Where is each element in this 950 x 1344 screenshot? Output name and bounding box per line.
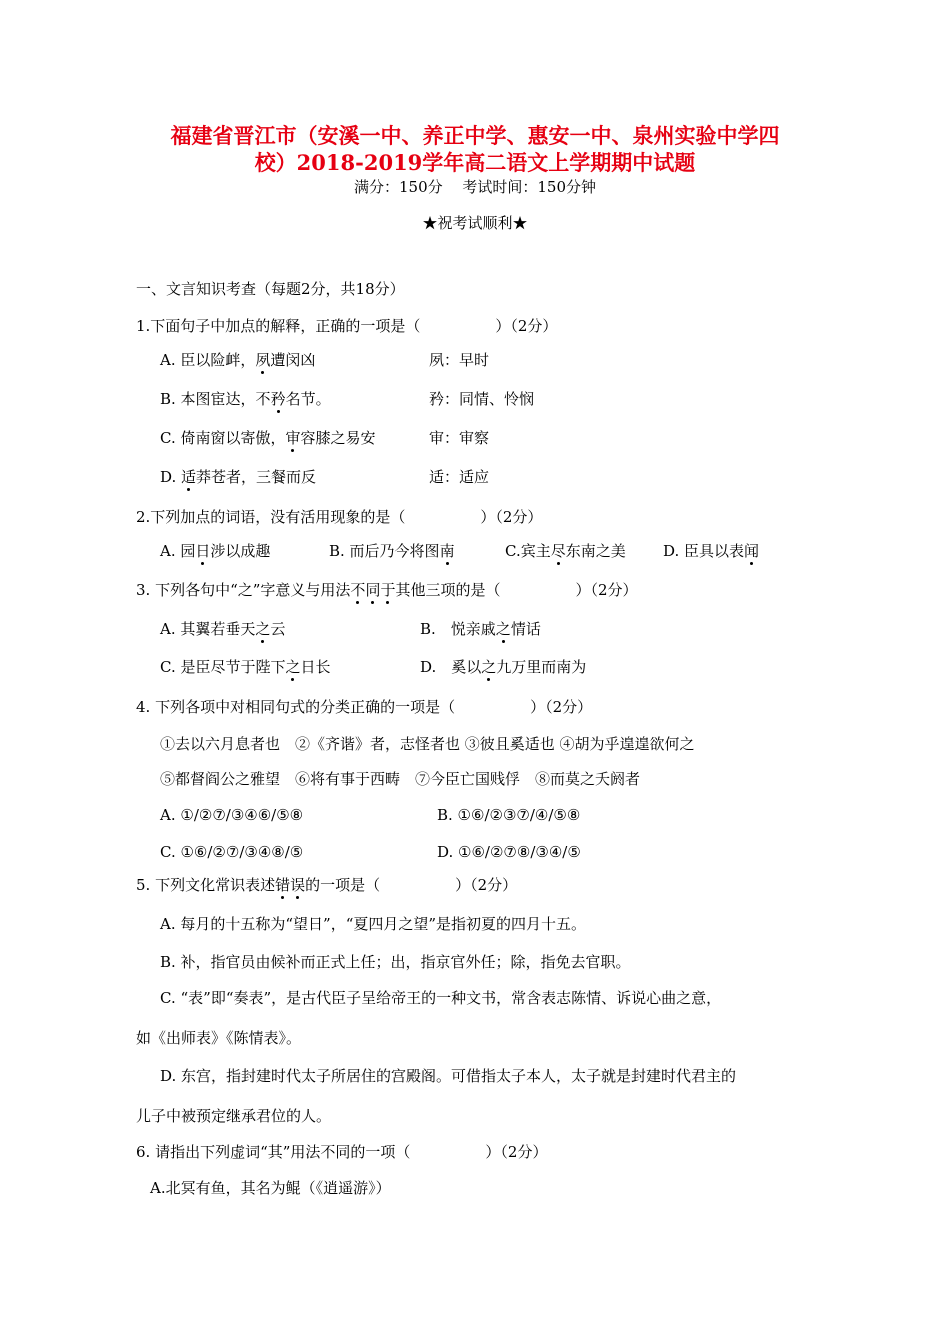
exam-info: 满分：150分 考试时间：150分钟 bbox=[353, 178, 597, 196]
q1-c-gloss: 审：审察 bbox=[429, 429, 490, 447]
question-2-stem: 2.下列加点的词语，没有活用现象的是（ ）（2分） bbox=[136, 508, 543, 526]
q2-a-text-end: 涉以成趣 bbox=[210, 542, 271, 560]
dotted-char: 之 bbox=[495, 620, 511, 638]
q3-c-text-end: 日长 bbox=[300, 658, 331, 676]
q3-stem-text-end: 其他三项的是（ ）（2分） bbox=[395, 581, 638, 599]
q1-d-text-end: 莽苍者，三餐而反 bbox=[196, 468, 317, 486]
q5-stem-text-end: 的一项是（ ）（2分） bbox=[305, 876, 518, 894]
q1-d-text: D. bbox=[160, 468, 182, 486]
q1-c-text: C. 倚南窗以寄傲， bbox=[160, 429, 286, 447]
q5-stem-text: 5. 下列文化常识表述 bbox=[136, 876, 276, 894]
dotted-char: 夙 bbox=[255, 351, 271, 369]
q4-option-d: D. ①⑥/②⑦⑧/③④/⑤ bbox=[437, 843, 581, 861]
q4-option-a: A. ①/②⑦/③④⑥/⑤⑧ bbox=[160, 806, 304, 824]
section-heading: 一、文言知识考查（每题2分，共18分） bbox=[136, 280, 405, 298]
q2-option-d bbox=[663, 541, 759, 561]
q5-option-c-line-2: 如《出师表》《陈情表》。 bbox=[136, 1029, 302, 1047]
q4-items-line-1: ①去以六月息者也 ②《齐谐》者，志怪者也 ③彼且奚适也 ④胡为乎遑遑欲何之 bbox=[160, 735, 695, 753]
q2-a-text: A. 园 bbox=[160, 542, 196, 560]
q1-b-text-end: 名节。 bbox=[285, 390, 331, 408]
question-4-stem: 4. 下列各项中对相同句式的分类正确的一项是（ ）（2分） bbox=[136, 698, 593, 716]
dotted-char: 南 bbox=[439, 542, 455, 560]
title-line-1: 福建省晋江市（安溪一中、养正中学、惠安一中、泉州实验中学四 bbox=[170, 123, 780, 148]
good-luck-line: ★祝考试顺利★ bbox=[422, 214, 528, 232]
q2-c-text: C.宾主 bbox=[505, 542, 551, 560]
q3-b-text: B. 悦亲戚 bbox=[420, 620, 496, 638]
dotted-char: 矜 bbox=[270, 390, 286, 408]
q1-option-d bbox=[160, 467, 316, 487]
q3-d-text-end: 九万里而南为 bbox=[496, 658, 587, 676]
q1-b-text: B. 本图宦达，不 bbox=[160, 390, 271, 408]
q1-option-c bbox=[160, 428, 376, 448]
q4-option-c: C. ①⑥/②⑦/③④⑧/⑤ bbox=[160, 843, 304, 861]
q3-option-d bbox=[420, 657, 586, 677]
q2-option-a bbox=[160, 541, 270, 561]
dotted-char: 日 bbox=[195, 542, 211, 560]
q3-option-a bbox=[160, 619, 285, 639]
q2-b-text: B. 而后乃今将图 bbox=[329, 542, 440, 560]
q3-a-text: A. 其翼若垂天 bbox=[160, 620, 256, 638]
dotted-char: 之 bbox=[255, 620, 271, 638]
q5-option-c-line-1: C. “表”即“奏表”，是古代臣子呈给帝王的一种文书，常含表志陈情、诉说心曲之意， bbox=[160, 989, 722, 1007]
question-1-stem: 1.下面句子中加点的解释，正确的一项是（ ）（2分） bbox=[136, 317, 558, 335]
dotted-char: 错 bbox=[275, 876, 291, 894]
q1-a-text-end: 遭闵凶 bbox=[270, 351, 316, 369]
dotted-char: 不 bbox=[350, 581, 366, 599]
q3-stem-text: 3. 下列各句中“之”字意义与用法 bbox=[136, 581, 351, 599]
dotted-char: 之 bbox=[481, 658, 497, 676]
dotted-char: 同 bbox=[365, 581, 381, 599]
dotted-char: 于 bbox=[380, 581, 396, 599]
q5-option-d-line-2: 儿子中被预定继承君位的人。 bbox=[136, 1107, 332, 1125]
dotted-char: 审 bbox=[285, 429, 301, 447]
dotted-char: 尽 bbox=[550, 542, 566, 560]
q1-d-gloss: 适：适应 bbox=[429, 468, 490, 486]
dotted-char: 误 bbox=[290, 876, 306, 894]
q1-a-text: A. 臣以险衅， bbox=[160, 351, 256, 369]
q5-option-d-line-1: D. 东宫，指封建时代太子所居住的宫殿阁。可借指太子本人，太子就是封建时代君主的 bbox=[160, 1067, 737, 1085]
q3-d-text: D. 奚以 bbox=[420, 658, 482, 676]
q3-c-text: C. 是臣尽节于陛下 bbox=[160, 658, 286, 676]
q3-option-c bbox=[160, 657, 331, 677]
q3-option-b bbox=[420, 619, 541, 639]
question-3-stem bbox=[136, 580, 638, 600]
title-line-2: 校）2018-2019学年高二语文上学期期中试题 bbox=[254, 150, 696, 175]
q1-option-a bbox=[160, 350, 315, 370]
question-5-stem bbox=[136, 875, 517, 895]
dotted-char: 适 bbox=[181, 468, 197, 486]
q2-d-text: D. 臣具以表 bbox=[663, 542, 745, 560]
q5-option-b: B. 补，指官员由候补而正式上任；出，指京官外任；除，指免去官职。 bbox=[160, 953, 631, 971]
dotted-char: 闻 bbox=[744, 542, 760, 560]
document-title bbox=[120, 122, 830, 176]
q6-option-a: A.北冥有鱼，其名为鲲（《逍遥游》） bbox=[150, 1179, 391, 1197]
q2-c-text-end: 东南之美 bbox=[565, 542, 626, 560]
q1-b-gloss: 矜：同情、怜悯 bbox=[429, 390, 535, 408]
q3-b-text-end: 情话 bbox=[510, 620, 541, 638]
dotted-char: 之 bbox=[285, 658, 301, 676]
q1-option-b bbox=[160, 389, 331, 409]
q1-c-text-end: 容膝之易安 bbox=[300, 429, 376, 447]
q1-a-gloss: 夙：早时 bbox=[429, 351, 490, 369]
q4-option-b: B. ①⑥/②③⑦/④/⑤⑧ bbox=[437, 806, 581, 824]
question-6-stem: 6. 请指出下列虚词“其”用法不同的一项（ ）（2分） bbox=[136, 1143, 548, 1161]
q3-a-text-end: 云 bbox=[270, 620, 286, 638]
q4-items-line-2: ⑤都督阎公之雅望 ⑥将有事于西畴 ⑦今臣亡国贱俘 ⑧而莫之夭阏者 bbox=[160, 770, 641, 788]
q2-option-b bbox=[329, 541, 455, 561]
q2-option-c bbox=[505, 541, 626, 561]
q5-option-a: A. 每月的十五称为“望日”，“夏四月之望”是指初夏的四月十五。 bbox=[160, 915, 587, 933]
